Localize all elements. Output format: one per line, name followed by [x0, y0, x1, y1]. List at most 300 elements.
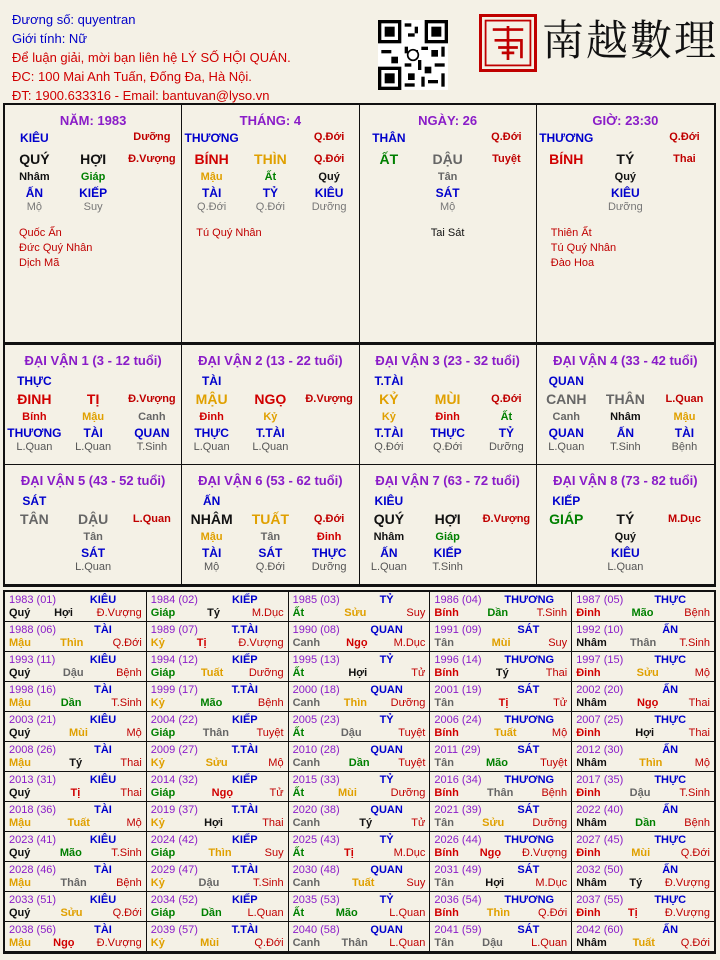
- year-star: T.TÀI: [231, 804, 258, 816]
- dai-van-hidden-star-row-item: SÁT: [258, 546, 283, 560]
- year-phase: Đ.Vượng: [238, 637, 284, 649]
- year-label: 2025 (43): [292, 834, 340, 846]
- dai-van-phase-row-item: [5, 561, 64, 576]
- dai-van-cell: [360, 345, 537, 465]
- year-cell: [289, 652, 431, 682]
- dai-van-stem-row-item: M.Dục: [667, 513, 701, 525]
- year-stem: Bính: [434, 727, 459, 739]
- year-label: 2034 (52): [150, 894, 198, 906]
- dai-van-hidden-row: [360, 531, 536, 546]
- year-row: [9, 937, 142, 949]
- year-row: [576, 937, 710, 949]
- year-cell: [572, 862, 714, 892]
- dai-van-phase-row-item: L.Quan: [548, 441, 585, 453]
- dai-van-phase-row: [360, 561, 536, 576]
- year-row: [9, 607, 142, 619]
- pillar-star-name: Tú Quý Nhân: [196, 227, 262, 239]
- dai-van-cell: [5, 345, 182, 465]
- dai-van-stem-row-item: TUẤT: [251, 511, 290, 527]
- pillar-star-name: Đào Hoa: [550, 257, 595, 269]
- pillar-title: THÁNG: 4: [239, 113, 302, 128]
- dai-van-hidden-star-row-item: TỶ: [498, 426, 515, 440]
- year-label: 1992 (10): [576, 624, 624, 636]
- year-branch: Dần: [348, 757, 370, 769]
- dai-van-title: ĐẠI VẬN 6 (53 - 62 tuổi): [198, 473, 343, 488]
- year-star: SÁT: [517, 924, 540, 936]
- year-star: QUAN: [370, 684, 403, 696]
- year-stem: Mậu: [9, 757, 31, 769]
- year-stem: Đinh: [576, 667, 601, 679]
- year-cell: [572, 922, 714, 952]
- dai-van-hidden-star-row-item: SÁT: [81, 546, 106, 560]
- year-star: KIÊU: [89, 654, 117, 666]
- year-stem: Quý: [9, 907, 31, 919]
- year-cell: [5, 772, 147, 802]
- year-label: 2000 (18): [292, 684, 340, 696]
- dai-van-phase-row-item: [537, 561, 596, 576]
- year-branch: Sửu: [636, 667, 659, 679]
- year-phase: L.Quan: [389, 937, 426, 949]
- year-phase: Dưỡng: [248, 667, 284, 679]
- dai-van-cell: [5, 465, 182, 585]
- year-label: 2019 (37): [150, 804, 198, 816]
- dai-van-star: KIÊU: [374, 494, 404, 508]
- year-branch: Sửu: [344, 607, 367, 619]
- dai-van-hidden-row-item: Canh: [138, 411, 166, 423]
- dai-van-stem-row-item: KỶ: [379, 391, 399, 407]
- year-row: [576, 847, 710, 859]
- year-stem: Quý: [9, 727, 31, 739]
- pillar-star-row-item: [418, 131, 477, 151]
- year-label: 2028 (46): [9, 864, 57, 876]
- year-branch: Thân: [629, 637, 657, 649]
- year-star: SÁT: [517, 744, 540, 756]
- year-label: 2014 (32): [150, 774, 198, 786]
- year-phase: Đ.Vượng: [522, 847, 568, 859]
- dai-van-phase-row-item: L.Quan: [607, 561, 644, 573]
- dai-van-stem-row-item: TÝ: [616, 511, 635, 527]
- dai-van-stem-row-item: MẬU: [195, 391, 228, 407]
- year-label: 2020 (38): [292, 804, 340, 816]
- year-star: TỶ: [379, 894, 394, 906]
- year-label: 1998 (16): [9, 684, 57, 696]
- year-cell: [289, 592, 431, 622]
- year-cell: [289, 772, 431, 802]
- year-cell: [572, 772, 714, 802]
- year-cell: [5, 862, 147, 892]
- year-cell: [430, 922, 572, 952]
- year-label: 2002 (20): [576, 684, 624, 696]
- pillar-stem-row-item: ẤT: [379, 151, 399, 167]
- year-label: 2016 (34): [434, 774, 482, 786]
- year-star: THƯƠNG: [504, 834, 555, 846]
- dai-van-hidden-star-row-item: [300, 426, 359, 441]
- pillar-phase-row-item: Dưỡng: [607, 201, 643, 213]
- year-phase: Thai: [688, 727, 710, 739]
- dai-van-stem-row-item: CANH: [546, 391, 587, 407]
- year-label: 1983 (01): [9, 594, 57, 606]
- year-cell: [572, 592, 714, 622]
- year-row: [576, 757, 710, 769]
- pillar-stem-row-item: TÝ: [616, 151, 635, 167]
- year-phase: Q.Đới: [254, 937, 284, 949]
- dai-van-hidden-row-item: [123, 531, 182, 546]
- year-phase: Bệnh: [541, 787, 568, 799]
- pillar-cell: [537, 105, 714, 343]
- year-branch: Hợi: [348, 667, 368, 679]
- dai-van-stem-row-item: Đ.Vượng: [305, 393, 353, 405]
- pillar-hidden-row-item: Nhâm: [19, 171, 50, 183]
- year-row: [576, 607, 710, 619]
- dai-van-title: ĐẠI VẬN 8 (73 - 82 tuổi): [553, 473, 698, 488]
- pillar-hidden-star-row-item: [477, 186, 536, 201]
- pillar-phase-row-item: [655, 201, 714, 216]
- dai-van-hidden-star-row-item: THỰC: [430, 426, 465, 440]
- year-phase: M.Dục: [535, 877, 568, 889]
- year-branch: Tuất: [494, 727, 517, 739]
- year-stem: Giáp: [150, 907, 176, 919]
- year-phase: Q.Đới: [680, 937, 710, 949]
- dai-van-hidden-row-item: Đinh: [199, 411, 224, 423]
- year-label: 2031 (49): [434, 864, 482, 876]
- pillar-hidden-star-row-item: [360, 186, 419, 201]
- year-star: KIÊU: [89, 714, 117, 726]
- year-star: T.TÀI: [231, 924, 258, 936]
- year-row: [293, 877, 426, 889]
- year-stem: Nhâm: [576, 877, 607, 889]
- year-stem: Đinh: [576, 727, 601, 739]
- pillar-hidden-row-item: Ất: [264, 171, 277, 183]
- dai-van-hidden-row: [537, 411, 714, 426]
- pillar-stem-row-item: Đ.Vượng: [128, 153, 176, 165]
- year-label: 2010 (28): [292, 744, 340, 756]
- year-label: 2033 (51): [9, 894, 57, 906]
- year-branch: Tuất: [632, 937, 655, 949]
- year-stem: Bính: [434, 847, 459, 859]
- year-phase: Tử: [553, 697, 568, 709]
- pillar-title: NĂM: 1983: [59, 113, 127, 128]
- year-cell: [430, 622, 572, 652]
- year-stem: Bính: [434, 787, 459, 799]
- year-row: [9, 847, 142, 859]
- year-stem: Ất: [292, 847, 305, 859]
- dai-van-stem-row-item: TÂN: [19, 511, 49, 527]
- year-row: [293, 907, 426, 919]
- year-phase: T.Sinh: [679, 787, 710, 799]
- year-phase: Đ.Vượng: [96, 937, 142, 949]
- pillar-hidden-star-row-item: SÁT: [435, 186, 460, 200]
- dai-van-hidden-star-row-item: T.TÀI: [256, 426, 285, 440]
- dai-van-phase-row-item: L.Quan: [75, 561, 112, 573]
- year-label: 1991 (09): [434, 624, 482, 636]
- pillar-hidden-row: [537, 171, 714, 186]
- year-cell: [5, 652, 147, 682]
- dai-van-star-row: [182, 371, 358, 391]
- pillar-hidden-star-row-item: [655, 186, 714, 201]
- dai-van-hidden-star-row: [537, 426, 714, 441]
- pillar-hidden-row-item: [537, 171, 596, 186]
- year-cell: [572, 682, 714, 712]
- year-branch: Thân: [341, 937, 368, 949]
- dai-van-phase-row-item: Dưỡng: [311, 561, 347, 573]
- year-stem: Canh: [292, 877, 321, 889]
- pillar-phase-row-item: [123, 201, 182, 216]
- year-branch: Sửu: [482, 817, 505, 829]
- year-stem: Quý: [9, 607, 31, 619]
- year-branch: Tị: [70, 787, 81, 799]
- dai-van-title: ĐẠI VẬN 1 (3 - 12 tuổi): [24, 353, 162, 368]
- year-branch: Thân: [202, 727, 229, 739]
- year-cell: [289, 712, 431, 742]
- year-star: QUAN: [370, 804, 403, 816]
- year-phase: Mộ: [551, 727, 568, 739]
- year-stem: Tân: [434, 757, 454, 769]
- pillar-stem-row: [537, 151, 714, 171]
- pillar-star-row-item: [64, 131, 123, 151]
- dai-van-hidden-star-row: [360, 546, 536, 561]
- pillar-phase-row-item: [477, 201, 536, 216]
- year-star: ẤN: [662, 924, 679, 936]
- year-phase: Đ.Vượng: [664, 907, 710, 919]
- year-stem: Quý: [9, 847, 31, 859]
- year-star: TÀI: [94, 864, 112, 876]
- year-cell: [5, 682, 147, 712]
- year-star: KIẾP: [231, 774, 258, 786]
- dai-van-star: KIẾP: [552, 494, 581, 508]
- year-phase: M.Dục: [393, 637, 426, 649]
- dai-van-star: THỰC: [17, 374, 52, 388]
- year-row: [293, 847, 426, 859]
- year-stem: Đinh: [576, 607, 601, 619]
- year-star: SÁT: [517, 804, 540, 816]
- year-star: ẤN: [662, 864, 679, 876]
- year-row: [293, 607, 426, 619]
- year-stem: Đinh: [576, 907, 601, 919]
- year-phase: T.Sinh: [536, 607, 568, 619]
- year-cell: [430, 862, 572, 892]
- pillar-stars: [182, 226, 358, 241]
- pillar-phase-row-item: [537, 201, 596, 216]
- dai-van-hidden-row-item: [5, 531, 64, 546]
- year-stem: Đinh: [576, 787, 601, 799]
- year-row: [293, 697, 426, 709]
- dai-van-phase-row: [5, 441, 181, 456]
- year-branch: Tị: [627, 907, 638, 919]
- year-label: 2023 (41): [9, 834, 57, 846]
- year-label: 2030 (48): [292, 864, 340, 876]
- dai-van-hidden-row-item: Mậu: [673, 411, 696, 423]
- dai-van-phase-row-item: Bệnh: [671, 441, 698, 453]
- year-phase: Q.Đới: [112, 637, 142, 649]
- year-label: 1993 (11): [9, 654, 56, 666]
- year-cell: [430, 832, 572, 862]
- year-cell: [147, 802, 289, 832]
- year-row: [434, 937, 567, 949]
- pillar-hidden-row: [182, 171, 358, 186]
- year-cell: [430, 682, 572, 712]
- year-phase: Mộ: [268, 757, 284, 769]
- dai-van-hidden-row: [5, 411, 181, 426]
- pillar-stem-row-item: Q.Đới: [313, 153, 345, 165]
- year-row: [151, 727, 284, 739]
- dai-van-stem-row: [537, 391, 714, 411]
- dai-van-phase-row-item: L.Quan: [252, 441, 289, 453]
- pillar-star-row-item: Q.Đới: [313, 131, 345, 143]
- year-cell: [572, 712, 714, 742]
- year-branch: Tý: [629, 877, 643, 889]
- year-stem: Kỷ: [150, 637, 165, 649]
- year-row: [151, 907, 284, 919]
- dai-van-stem-row-item: L.Quan: [665, 393, 704, 405]
- year-stem: Mậu: [9, 877, 31, 889]
- year-star: SÁT: [517, 624, 540, 636]
- dai-van-hidden-star-row-item: ẤN: [616, 426, 635, 440]
- dai-van-hidden-star-row: [182, 426, 358, 441]
- pillar-stem-row: [182, 151, 358, 171]
- dai-van-hidden-row-item: Giáp: [435, 531, 460, 543]
- dai-van-hidden-star-row-item: THỰC: [194, 426, 229, 440]
- dai-van-hidden-row: [360, 411, 536, 426]
- year-branch: Ngọ: [636, 697, 659, 709]
- year-row: [151, 817, 284, 829]
- year-row: [576, 787, 710, 799]
- pillar-star-row: [537, 131, 714, 151]
- dai-van-hidden-row-item: [537, 531, 596, 546]
- year-phase: T.Sinh: [253, 877, 284, 889]
- year-label: 2012 (30): [576, 744, 624, 756]
- year-branch: Ngọ: [53, 937, 75, 949]
- year-star: T.TÀI: [231, 624, 258, 636]
- pillar-cell: [5, 105, 182, 343]
- pillar-title: GIỜ: 23:30: [592, 113, 659, 128]
- year-label: 1995 (13): [292, 654, 340, 666]
- dai-van-hidden-star-row-item: TÀI: [201, 546, 222, 560]
- year-star: THỰC: [654, 834, 687, 846]
- dai-van-hidden-row-item: [655, 531, 714, 546]
- year-phase: Dưỡng: [532, 817, 568, 829]
- pillar-hidden-row-item: Giáp: [80, 171, 106, 183]
- pillar-cell: [182, 105, 359, 343]
- dai-van-stem-row-item: NGỌ: [254, 391, 287, 407]
- dai-van-hidden-star-row-item: KIẾP: [433, 546, 462, 560]
- pillar-star-row-item: THƯƠNG: [184, 131, 239, 145]
- year-label: 2037 (55): [576, 894, 624, 906]
- dai-van-phase-row-item: L.Quan: [193, 441, 230, 453]
- year-star: THỰC: [654, 714, 687, 726]
- year-branch: Sửu: [205, 757, 228, 769]
- year-phase: Thai: [120, 757, 142, 769]
- dai-van-hidden-row: [537, 531, 714, 546]
- year-row: [434, 877, 567, 889]
- dai-van-title: ĐẠI VẬN 5 (43 - 52 tuổi): [20, 473, 166, 488]
- dai-van-star-row: [5, 491, 181, 511]
- year-phase: M.Dục: [393, 847, 426, 859]
- pillar-stem-row-item: BÍNH: [549, 151, 584, 167]
- year-row: [151, 667, 284, 679]
- pillar-stem-row-item: Tuyệt: [492, 153, 521, 165]
- year-row: [434, 607, 567, 619]
- year-cell: [147, 862, 289, 892]
- pillar-phase-row-item: [360, 201, 419, 216]
- year-cell: [430, 712, 572, 742]
- year-phase: Suy: [548, 637, 568, 649]
- pillar-stem-row-item: THÌN: [254, 151, 287, 167]
- pillar-hidden-row-item: [360, 171, 419, 186]
- dai-van-stem-row-item: QUÝ: [373, 511, 405, 527]
- year-branch: Thìn: [343, 697, 367, 709]
- dai-van-phase-row: [182, 441, 358, 456]
- dai-van-hidden-star-row: [182, 546, 358, 561]
- year-stem: Nhâm: [576, 637, 607, 649]
- year-cell: [572, 622, 714, 652]
- year-phase: Mộ: [126, 817, 142, 829]
- pillar-stem-row-item: HỢI: [80, 151, 107, 167]
- year-label: 2039 (57): [150, 924, 198, 936]
- dai-van-star-row: [537, 491, 714, 511]
- year-branch: Mão: [335, 907, 358, 919]
- owner-name: Đương số: quyentran: [12, 12, 136, 27]
- dai-van-hidden-star-row-item: TÀI: [674, 426, 695, 440]
- year-row: [434, 727, 567, 739]
- year-branch: Tý: [207, 607, 220, 619]
- year-label: 2029 (47): [150, 864, 198, 876]
- dai-van-phase-row-item: [300, 441, 359, 456]
- year-cell: [289, 622, 431, 652]
- year-star: TÀI: [94, 744, 112, 756]
- pillar-hidden-star-row-item: TỶ: [262, 186, 279, 200]
- dai-van-star: QUAN: [548, 374, 584, 388]
- year-phase: Q.Đới: [112, 907, 142, 919]
- pillar-star-row-item: Q.Đới: [669, 131, 700, 143]
- dai-van-hidden-row-item: Ất: [500, 411, 513, 423]
- year-cell: [289, 682, 431, 712]
- year-branch: Dần: [635, 817, 656, 829]
- year-stem: Ất: [292, 727, 305, 739]
- year-star: THỰC: [654, 894, 687, 906]
- pillar-hidden-star-row-item: KIÊU: [314, 186, 344, 200]
- dai-van-phase-row-item: T.Sinh: [610, 441, 641, 453]
- year-stem: Mậu: [9, 937, 31, 949]
- year-phase: Suy: [406, 607, 426, 619]
- dai-van-hidden-star-row: [5, 546, 181, 561]
- year-star: KIẾP: [231, 714, 258, 726]
- year-phase: Thai: [120, 787, 142, 799]
- year-branch: Mão: [59, 847, 82, 859]
- year-label: 1999 (17): [150, 684, 198, 696]
- year-row: [576, 697, 710, 709]
- year-star: THỰC: [654, 774, 687, 786]
- year-cell: [5, 922, 147, 952]
- year-row: [151, 757, 284, 769]
- year-row: [576, 817, 710, 829]
- year-row: [9, 877, 142, 889]
- pillar-star-row: [5, 131, 181, 151]
- pillar-star-name: Tú Quý Nhân: [550, 242, 617, 254]
- dai-van-hidden-row: [182, 411, 358, 426]
- year-phase: Tuyệt: [256, 727, 284, 739]
- dai-van-phase-row: [537, 561, 714, 576]
- year-star: TỶ: [379, 714, 394, 726]
- pillar-stem-row: [5, 151, 181, 171]
- year-phase: Bệnh: [116, 877, 142, 889]
- year-cell: [572, 802, 714, 832]
- year-branch: Thân: [60, 877, 87, 889]
- year-phase: Thai: [262, 817, 284, 829]
- dai-van-hidden-star-row-item: THỰC: [311, 546, 347, 560]
- year-star: TÀI: [94, 684, 112, 696]
- year-branch: Mùi: [200, 937, 220, 949]
- dai-van-stem-row-item: ĐINH: [17, 391, 52, 407]
